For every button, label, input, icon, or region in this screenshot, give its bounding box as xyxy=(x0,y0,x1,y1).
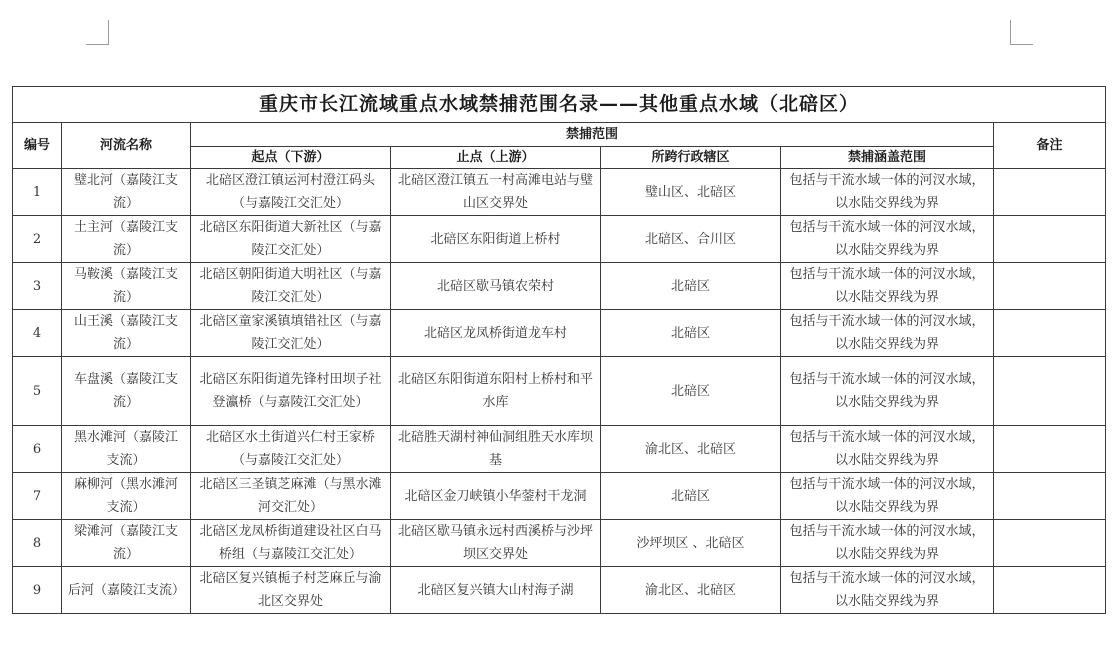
header-start-point: 起点（下游） xyxy=(191,147,391,169)
districts-cell: 璧山区、北碚区 xyxy=(601,169,781,216)
note-cell xyxy=(994,426,1106,473)
start-point-cell: 北碚区复兴镇栀子村芝麻丘与渝北区交界处 xyxy=(191,567,391,614)
table-row xyxy=(13,473,1106,520)
river-name-cell: 后河（嘉陵江支流） xyxy=(62,567,191,614)
page-corner-mark-left xyxy=(86,20,109,45)
river-name-cell: 马鞍溪（嘉陵江支流） xyxy=(62,263,191,310)
end-point-cell: 北碚区歇马镇永远村西溪桥与沙坪坝区交界处 xyxy=(391,520,601,567)
note-cell xyxy=(994,169,1106,216)
end-point-cell: 北碚区东阳街道上桥村 xyxy=(391,216,601,263)
districts-cell: 渝北区、北碚区 xyxy=(601,426,781,473)
table-row xyxy=(13,263,1106,310)
header-end-point: 止点（上游） xyxy=(391,147,601,169)
row-number: 8 xyxy=(13,520,62,567)
coverage-cell: 包括与干流水域一体的河汊水域，以水陆交界线为界 xyxy=(781,520,994,567)
coverage-cell: 包括与干流水域一体的河汊水域，以水陆交界线为界 xyxy=(781,473,994,520)
river-name-cell: 土主河（嘉陵江支流） xyxy=(62,216,191,263)
river-name-cell: 麻柳河（黑水滩河支流） xyxy=(62,473,191,520)
end-point-cell: 北碚区复兴镇大山村海子湖 xyxy=(391,567,601,614)
note-cell xyxy=(994,473,1106,520)
river-name-cell: 璧北河（嘉陵江支流） xyxy=(62,169,191,216)
note-cell xyxy=(994,310,1106,357)
row-number: 6 xyxy=(13,426,62,473)
districts-cell: 北碚区、合川区 xyxy=(601,216,781,263)
note-cell xyxy=(994,263,1106,310)
header-districts: 所跨行政辖区 xyxy=(601,147,781,169)
end-point-cell: 北碚胜天湖村神仙洞组胜天水库坝基 xyxy=(391,426,601,473)
row-number: 4 xyxy=(13,310,62,357)
table-row xyxy=(13,567,1106,614)
river-name-cell: 车盘溪（嘉陵江支流） xyxy=(62,357,191,426)
start-point-cell: 北碚区三圣镇芝麻滩（与黑水滩河交汇处） xyxy=(191,473,391,520)
coverage-cell: 包括与干流水域一体的河汊水域，以水陆交界线为界 xyxy=(781,216,994,263)
note-cell xyxy=(994,357,1106,426)
coverage-cell: 包括与干流水域一体的河汊水域，以水陆交界线为界 xyxy=(781,169,994,216)
header-river-name: 河流名称 xyxy=(62,123,191,169)
table-title: 重庆市长江流域重点水域禁捕范围名录——其他重点水域（北碚区） xyxy=(13,87,1106,123)
table-row xyxy=(13,169,1106,216)
coverage-cell: 包括与干流水域一体的河汊水域，以水陆交界线为界 xyxy=(781,310,994,357)
coverage-cell: 包括与干流水域一体的河汊水域，以水陆交界线为界 xyxy=(781,357,994,426)
header-number: 编号 xyxy=(13,123,62,169)
river-name-cell: 山王溪（嘉陵江支流） xyxy=(62,310,191,357)
row-number: 2 xyxy=(13,216,62,263)
districts-cell: 北碚区 xyxy=(601,310,781,357)
note-cell xyxy=(994,567,1106,614)
end-point-cell: 北碚区金刀峡镇小华蓥村干龙洞 xyxy=(391,473,601,520)
page-corner-mark-right xyxy=(1010,20,1033,45)
end-point-cell: 北碚区澄江镇五一村高滩电站与璧山区交界处 xyxy=(391,169,601,216)
end-point-cell: 北碚区龙凤桥街道龙车村 xyxy=(391,310,601,357)
row-number: 7 xyxy=(13,473,62,520)
table-body xyxy=(13,169,1106,614)
table-row xyxy=(13,426,1106,473)
row-number: 5 xyxy=(13,357,62,426)
start-point-cell: 北碚区东阳街道先锋村田坝子社登瀛桥（与嘉陵江交汇处） xyxy=(191,357,391,426)
table-row xyxy=(13,310,1106,357)
note-cell xyxy=(994,216,1106,263)
districts-cell: 沙坪坝区 、北碚区 xyxy=(601,520,781,567)
districts-cell: 北碚区 xyxy=(601,263,781,310)
table-row xyxy=(13,520,1106,567)
river-name-cell: 黑水滩河（嘉陵江支流） xyxy=(62,426,191,473)
districts-cell: 北碚区 xyxy=(601,473,781,520)
table-row xyxy=(13,357,1106,426)
end-point-cell: 北碚区东阳街道东阳村上桥村和平水库 xyxy=(391,357,601,426)
ban-scope-table xyxy=(12,86,1106,614)
row-number: 9 xyxy=(13,567,62,614)
start-point-cell: 北碚区朝阳街道大明社区（与嘉陵江交汇处） xyxy=(191,263,391,310)
row-number: 3 xyxy=(13,263,62,310)
start-point-cell: 北碚区水土街道兴仁村王家桥（与嘉陵江交汇处） xyxy=(191,426,391,473)
coverage-cell: 包括与干流水域一体的河汊水域，以水陆交界线为界 xyxy=(781,567,994,614)
table-row xyxy=(13,216,1106,263)
river-name-cell: 梁滩河（嘉陵江支流） xyxy=(62,520,191,567)
header-ban-scope: 禁捕范围 xyxy=(191,123,994,147)
districts-cell: 北碚区 xyxy=(601,357,781,426)
coverage-cell: 包括与干流水域一体的河汊水域，以水陆交界线为界 xyxy=(781,263,994,310)
start-point-cell: 北碚区东阳街道大新社区（与嘉陵江交汇处） xyxy=(191,216,391,263)
start-point-cell: 北碚区童家溪镇填错社区（与嘉陵江交汇处） xyxy=(191,310,391,357)
end-point-cell: 北碚区歇马镇农荣村 xyxy=(391,263,601,310)
header-coverage: 禁捕涵盖范围 xyxy=(781,147,994,169)
districts-cell: 渝北区、北碚区 xyxy=(601,567,781,614)
row-number: 1 xyxy=(13,169,62,216)
note-cell xyxy=(994,520,1106,567)
start-point-cell: 北碚区龙凤桥街道建设社区白马桥组（与嘉陵江交汇处） xyxy=(191,520,391,567)
start-point-cell: 北碚区澄江镇运河村澄江码头（与嘉陵江交汇处） xyxy=(191,169,391,216)
header-notes: 备注 xyxy=(994,123,1106,169)
coverage-cell: 包括与干流水域一体的河汊水域，以水陆交界线为界 xyxy=(781,426,994,473)
